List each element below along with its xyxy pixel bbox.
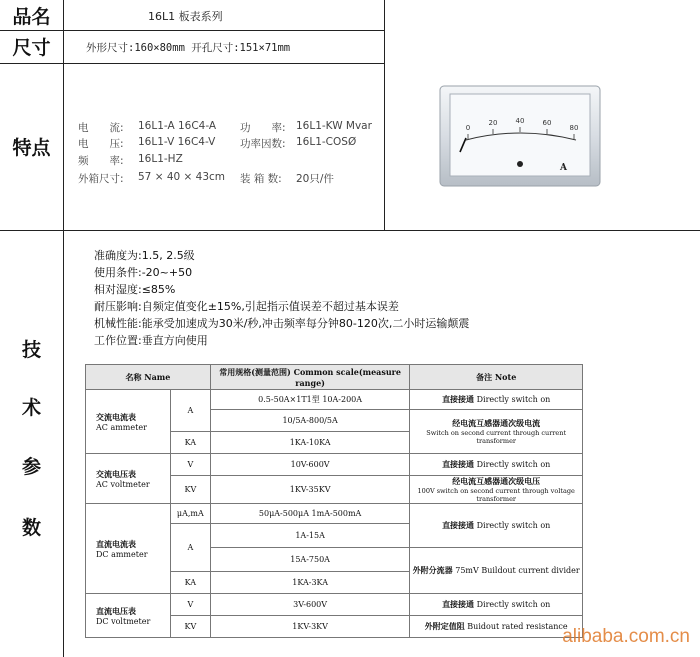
meter-scale-0: 0 <box>465 124 471 132</box>
row-divider-3 <box>0 230 700 231</box>
feature-k2-1: 功率因数: <box>240 138 286 150</box>
header-scale: 常用规格(测量范围) Common scale(measure range) <box>210 365 410 390</box>
product-name-label: 品名 <box>12 5 51 28</box>
scale-cell: 15A-750A <box>210 548 410 572</box>
note-en: 100V switch on second current through voltage transformer <box>417 487 575 503</box>
feature-k2-3: 装 箱 数: <box>240 173 282 185</box>
note-cell <box>410 616 583 638</box>
note-cell <box>410 476 583 504</box>
note-en: Directly switch on <box>476 600 551 609</box>
panel-meter-image <box>436 82 606 192</box>
scale-cell: 50μA-500μA 1mA-500mA <box>210 504 410 524</box>
scale-cell: 1KA-3KA <box>210 572 410 594</box>
group-cn: 交流电压表 <box>96 469 136 479</box>
feature-v1-3: 57 × 40 × 43cm <box>138 171 226 183</box>
header-name: 名称 Name <box>86 365 211 390</box>
meter-adjust-screw <box>517 161 523 167</box>
unit-cell: μA,mA <box>170 504 210 524</box>
note-en: Directly switch on <box>476 460 551 469</box>
note-en: Buidout rated resistance <box>467 622 568 631</box>
feature-k1-0: 电 流: <box>78 122 124 134</box>
feature-v1-0: 16L1-A 16C4-A <box>138 120 217 132</box>
note-cell <box>410 390 583 410</box>
note-cell <box>410 504 583 548</box>
note-en: 75mV Buildout current divider <box>455 566 580 575</box>
left-column-divider <box>63 0 64 657</box>
feature-v1-1: 16L1-V 16C4-V <box>138 136 216 148</box>
scale-cell: 1KV-3KV <box>210 616 410 638</box>
header-note: 备注 Note <box>410 365 583 390</box>
group-ac-voltmeter <box>86 454 171 504</box>
tech-label-3: 数 <box>21 516 41 539</box>
unit-cell: V <box>170 594 210 616</box>
note-cn: 经电流互感器通次级电压 <box>452 477 541 486</box>
note-en: Directly switch on <box>476 521 551 530</box>
group-en: AC ammeter <box>96 422 147 432</box>
watermark: alibaba.com.cn <box>562 626 690 647</box>
unit-cell: A <box>170 390 210 432</box>
feature-v2-1: 16L1-COSØ <box>296 136 357 148</box>
group-en: DC voltmeter <box>96 616 151 626</box>
group-ac-ammeter <box>86 390 171 454</box>
meter-unit: A <box>560 163 567 173</box>
spec-table-header <box>86 365 583 390</box>
note-cn: 直接接通 <box>442 521 475 530</box>
group-en: AC voltmeter <box>96 479 150 489</box>
group-cn: 交流电流表 <box>96 412 136 422</box>
right-image-divider <box>384 0 385 230</box>
feature-k1-1: 电 压: <box>78 138 124 150</box>
unit-cell: KA <box>170 432 210 454</box>
note-en: Directly switch on <box>476 395 551 404</box>
tech-label-1: 术 <box>21 396 41 419</box>
tech-line-0: 准确度为:1.5, 2.5级 <box>94 249 195 262</box>
tech-label-2: 参 <box>21 455 41 478</box>
tech-line-1: 使用条件:-20~+50 <box>94 266 193 279</box>
scale-cell: 0.5-50A×1T1型 10A-200A <box>210 390 410 410</box>
note-cn: 直接接通 <box>442 600 475 609</box>
scale-cell: 3V-600V <box>210 594 410 616</box>
feature-k1-3: 外箱尺寸: <box>78 173 124 185</box>
tech-line-4: 机械性能:能承受加速成为30米/秒,冲击频率每分钟80-120次,二小时运输颠震 <box>94 317 470 330</box>
unit-cell: KV <box>170 616 210 638</box>
unit-cell: V <box>170 454 210 476</box>
note-cn: 直接接通 <box>442 395 475 404</box>
group-dc-voltmeter <box>86 594 171 638</box>
note-cell <box>410 548 583 594</box>
product-name-value: 16L1 板表系列 <box>148 10 223 23</box>
spec-table <box>85 364 583 638</box>
unit-cell: KA <box>170 572 210 594</box>
note-cn: 外附分流器 <box>412 566 453 575</box>
feature-k2-0: 功 率: <box>240 122 286 134</box>
meter-scale-4: 80 <box>569 124 579 132</box>
feature-k1-2: 频 率: <box>78 155 124 167</box>
size-value: 外形尺寸:160×80mm 开孔尺寸:151×71mm <box>86 42 291 54</box>
unit-cell: KV <box>170 476 210 504</box>
group-cn: 直流电流表 <box>96 539 136 549</box>
size-label: 尺寸 <box>12 37 51 59</box>
features-label: 特点 <box>12 137 51 159</box>
group-dc-ammeter <box>86 504 171 594</box>
scale-cell: 10/5A-800/5A <box>210 410 410 432</box>
scale-cell: 10V-600V <box>210 454 410 476</box>
note-en: Switch on second current through current transformer <box>426 429 567 445</box>
scale-cell: 1A-15A <box>210 524 410 548</box>
feature-v2-3: 20只/件 <box>296 173 334 185</box>
feature-v2-0: 16L1-KW Mvar <box>296 120 372 132</box>
tech-line-3: 耐压影响:自频定值变化±15%,引起指示值误差不超过基本误差 <box>94 300 399 313</box>
feature-v1-2: 16L1-HZ <box>138 153 183 165</box>
tech-line-2: 相对湿度:≤85% <box>94 283 176 296</box>
meter-scale-1: 20 <box>488 119 498 127</box>
scale-cell: 1KA-10KA <box>210 432 410 454</box>
scale-cell: 1KV-35KV <box>210 476 410 504</box>
unit-cell: A <box>170 524 210 572</box>
group-en: DC ammeter <box>96 549 148 559</box>
note-cn: 经电流互感器通次级电流 <box>452 419 541 428</box>
tech-line-5: 工作位置:垂直方向使用 <box>94 334 208 347</box>
meter-scale-2: 40 <box>515 117 525 125</box>
tech-label-0: 技 <box>21 338 41 361</box>
note-cell <box>410 594 583 616</box>
group-cn: 直流电压表 <box>96 606 136 616</box>
note-cell <box>410 454 583 476</box>
meter-scale-3: 60 <box>542 119 552 127</box>
note-cell <box>410 410 583 454</box>
note-cn: 外附定值阻 <box>424 622 465 631</box>
note-cn: 直接接通 <box>442 460 475 469</box>
